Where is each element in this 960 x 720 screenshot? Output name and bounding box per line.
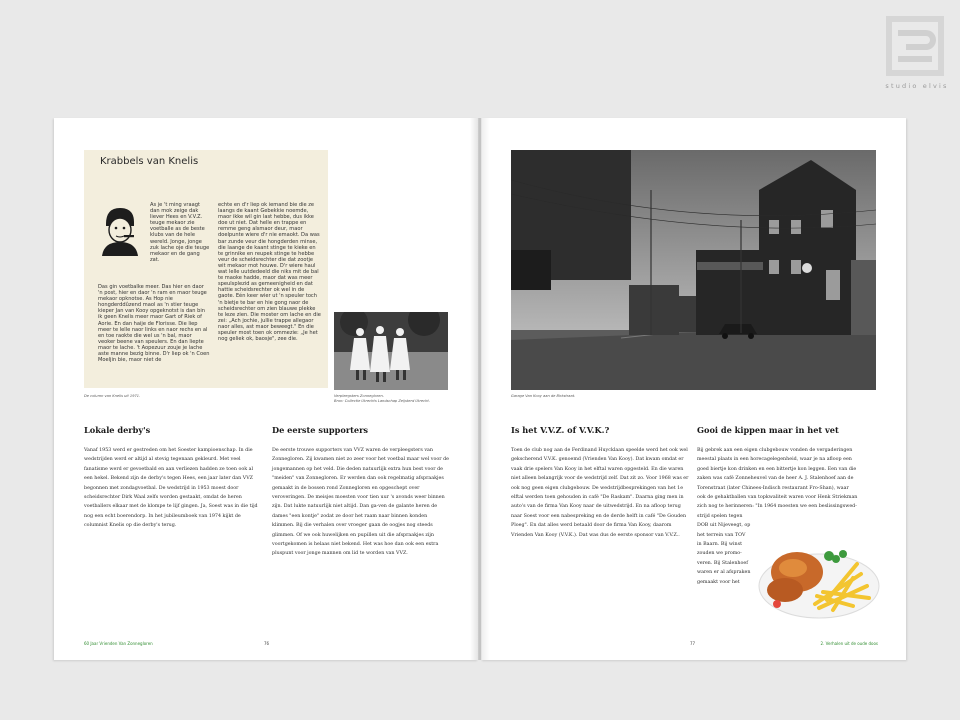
studio-elvis-logo — [886, 16, 944, 76]
text-line: zaken was café Zonneheuvel van de heer A. J. Stalenhoef aan de — [697, 476, 854, 482]
text-vvz-of-vvk: Toen de club nog aan de Ferdinand Huycklaan speelde werd het ook wel gekscherend V.V.K. genoemd (Vrienden Van Kooy). Dat kwam omdat er vaak drie spelers Van Kooy in het elftal waren opgesteld. En die waren niet alleen belangrijk voor de wedstrijd zelf. Dat zit zo. Voor 1968 was er ook nog geen eigen clubgebouw. De wedstrijdbesprekingen van het 1e elftal werden toen gehouden in café "De Raskam". Daarna ging men in auto's van de firma Van Kooy naar de uitwedstrijd. En na afloop terug naar Soest voor een nabespreking en de derde helft in café "De Gouden Ploeg". En dat alles werd betaald door de firma Van Kooy, daarom Vrienden Van Kooy (V.V.K.). Dat was dus de eerste sponsor van V.V.Z.. — [511, 448, 689, 538]
clipping-title: Krabbels van Knelis — [100, 156, 199, 167]
text-line: het terrein van TOV — [697, 532, 746, 538]
clipping-caption: De column van Knelis uit 1971. — [84, 394, 141, 398]
text-lokale-derbys: Vanaf 1953 werd er gestreden om het Soester kampioenschap. In die wedstrijden werd er altijd al stevig tegenaan gekleurd. Met veel fanatisme werd er gevoetbald en aan verliezen hadden ze toen ook al een hekel. Bekend zijn de derby's tegen Hees, een jaar later dan VVZ begonnen met zondagvoetbal. De wedstrijd in 1953 moest door scheidsrechter Dirk Waal zelfs worden gestaakt, omdat de heren voetballers elkaar met de klompe te lijf gingen. Ja, Soest was in die tijd nog een echt boerendorp. In het jubileumboek van 1974 kijkt de columnist Knelis op die derby's terug. — [84, 448, 258, 529]
clipping-column-1a: As je 't ming vraagt dan mok zeige dak liever Hees en V.V.Z. teuge mekaor zie voetballe as de beste klubs van de hele wereld. Jonge, jonge zuk lache oje die teuge mekaor en de gang zat. — [150, 202, 210, 263]
text-line: waren er al afspraken — [697, 570, 751, 576]
page-number-left: 76 — [264, 641, 270, 646]
nurses-photo — [334, 312, 448, 390]
text-line: veren. Bij Stalenhoef — [697, 560, 749, 566]
right-page — [481, 118, 906, 660]
text-line: DOB uit Nijeveegt, op — [697, 523, 751, 529]
book-gutter-shadow — [470, 118, 490, 660]
footer-chapter-title: 2. Verhalen uit de oude doos — [820, 641, 878, 646]
text-line: zouden we promo- — [697, 551, 742, 557]
text-line: strijd spelen tegen — [697, 513, 743, 519]
text-line: gemaakt voor het — [697, 579, 740, 585]
text-line: Torenstraat (later Chinees-Indisch restaurant Fro-Shan), waar — [697, 485, 849, 491]
heading-eerste-supporters: De eerste supporters — [272, 425, 369, 435]
street-photo-caption: Garage Van Kooy aan de Birkstraat. — [511, 394, 576, 398]
text-line: in Baarn. Bij winst — [697, 542, 743, 548]
text-line: zich nog te herinneren: "In 1964 moesten we een beslissingswed- — [697, 504, 857, 510]
newspaper-clipping — [84, 150, 328, 388]
chicken-and-fries-image — [757, 534, 881, 620]
logo-wordmark: studio elvis — [885, 82, 949, 90]
footer-book-title: 60 Jaar Vrienden Van Zonnegloren — [84, 641, 153, 646]
street-photo-garage-van-kooy — [511, 150, 876, 390]
photo-caption-line-1: Verpleegsters Zonnegloren. — [334, 394, 384, 398]
heading-vvz-of-vvk: Is het V.V.Z. of V.V.K.? — [511, 425, 610, 435]
text-line: Bij gebrek aan een eigen clubgebouw vonden de vergaderingen — [697, 448, 853, 453]
clipping-column-1: Das gin voetbalke meer. Das hier en daor 'n post, hier en daor 'n ram en maor teuge mekaor opknotse. As Hop nie hongderddûzend maol as 'n stier teuge kieper Jan van Kooy opgeknotst is dan bin ik geen Knelis meer maor Gart of Riek of Aorie. En dan haije de Florisse. Die liep meer te lelle naor links en naor rechs en al en toe raokte die wel us 'n bal, maor veoker beene van speulers. En dan liepte maor te lache. 't Aopezuur zouje je lache aste manne bezig binne. D'r liep ok 'n Coen Moeljin bie, maor niet de — [98, 284, 210, 364]
left-page — [54, 118, 478, 660]
heading-lokale-derbys: Lokale derby's — [84, 425, 151, 435]
clipping-column-2: echte en d'r liep ok iemand bie die ze laangs de kaant Gebekkie noemde, maor ikke wil gin last hebbe, dus ikke doe ut niet. Dat helle en trappe en remme geng alsmaor deur, maor doelpunte wiere d'r nie emaokt. Da was bar zunde veur die hongderden minse, die laange de kaant stinge te kieke en te grinnike en reupek stinge te hebbe veur de scheidsrechter die dat zootje wit mekaor mot houwe. D'r wiere haul wat lelle uutdedeeld die niks mit de bal te maoke hadde, maor dat was meer speulsplezid as gemeenigheid en dat hattie scheidsrechter ok wel in de gaote. Eén keer wier ut 'n speuler toch 'n bietje te bar en hie gong naor de scheidsrechter om zien blauwe plekke te leze zien. Die moster om lache en die zei: „Ach jochie, jullie trappe allegaor naor alles, ast maor beweegt." En die speuler most toen ok ommezie: „Je het nog geliek ok, baosje", zee die. — [218, 202, 321, 343]
text-eerste-supporters: De eerste trouwe supporters van VVZ waren de verpleegsters van Zonnegloren. Zij kwamen niet zo zeer voor het voetbal maar wel voor de jongemannen op het veld. Die deden natuurlijk extra hun best voor de "meiden" van Zonnegloren. Er werden dan ook regelmatig afspraakjes gemaakt in de bossen rond Zonnegloren en opgeschept over veroveringen. De meisjes moesten voor tien uur 's avonds weer binnen zijn. Dat lukte natuurlijk niet altijd. Dan ga-ven de galante heren de dames "een kontje" zodat ze door het raam naar binnen konden klimmen. Bij die verhalen over vroeger gaan de oogjes nog steeds glimmen. Of we ook huwelijken en pupillen uit die afspraakjes zijn voortgekomen is helaas niet bekend. Het was hoe dan ook een extra pluspunt voor jonge mannen om lid te worden van VVZ. — [272, 448, 449, 557]
page-number-right: 77 — [690, 641, 696, 646]
knelis-portrait-image — [98, 202, 140, 256]
text-line: meestal plaats in een horecagelegenheid, waar je na afloop een — [697, 457, 852, 463]
heading-kippen-in-het-vet: Gooi de kippen maar in het vet — [697, 425, 839, 435]
photo-caption-line-2: Bron: Collectie Utrechts Landschap Zeijsterd Utrecht. — [334, 399, 430, 403]
text-line: goed biertje kon drinken en een bittertje kon leggen. Een van die — [697, 466, 857, 472]
text-line: ook de gehaktballen van topkwaliteit waren voor Henk Striekman — [697, 495, 858, 501]
